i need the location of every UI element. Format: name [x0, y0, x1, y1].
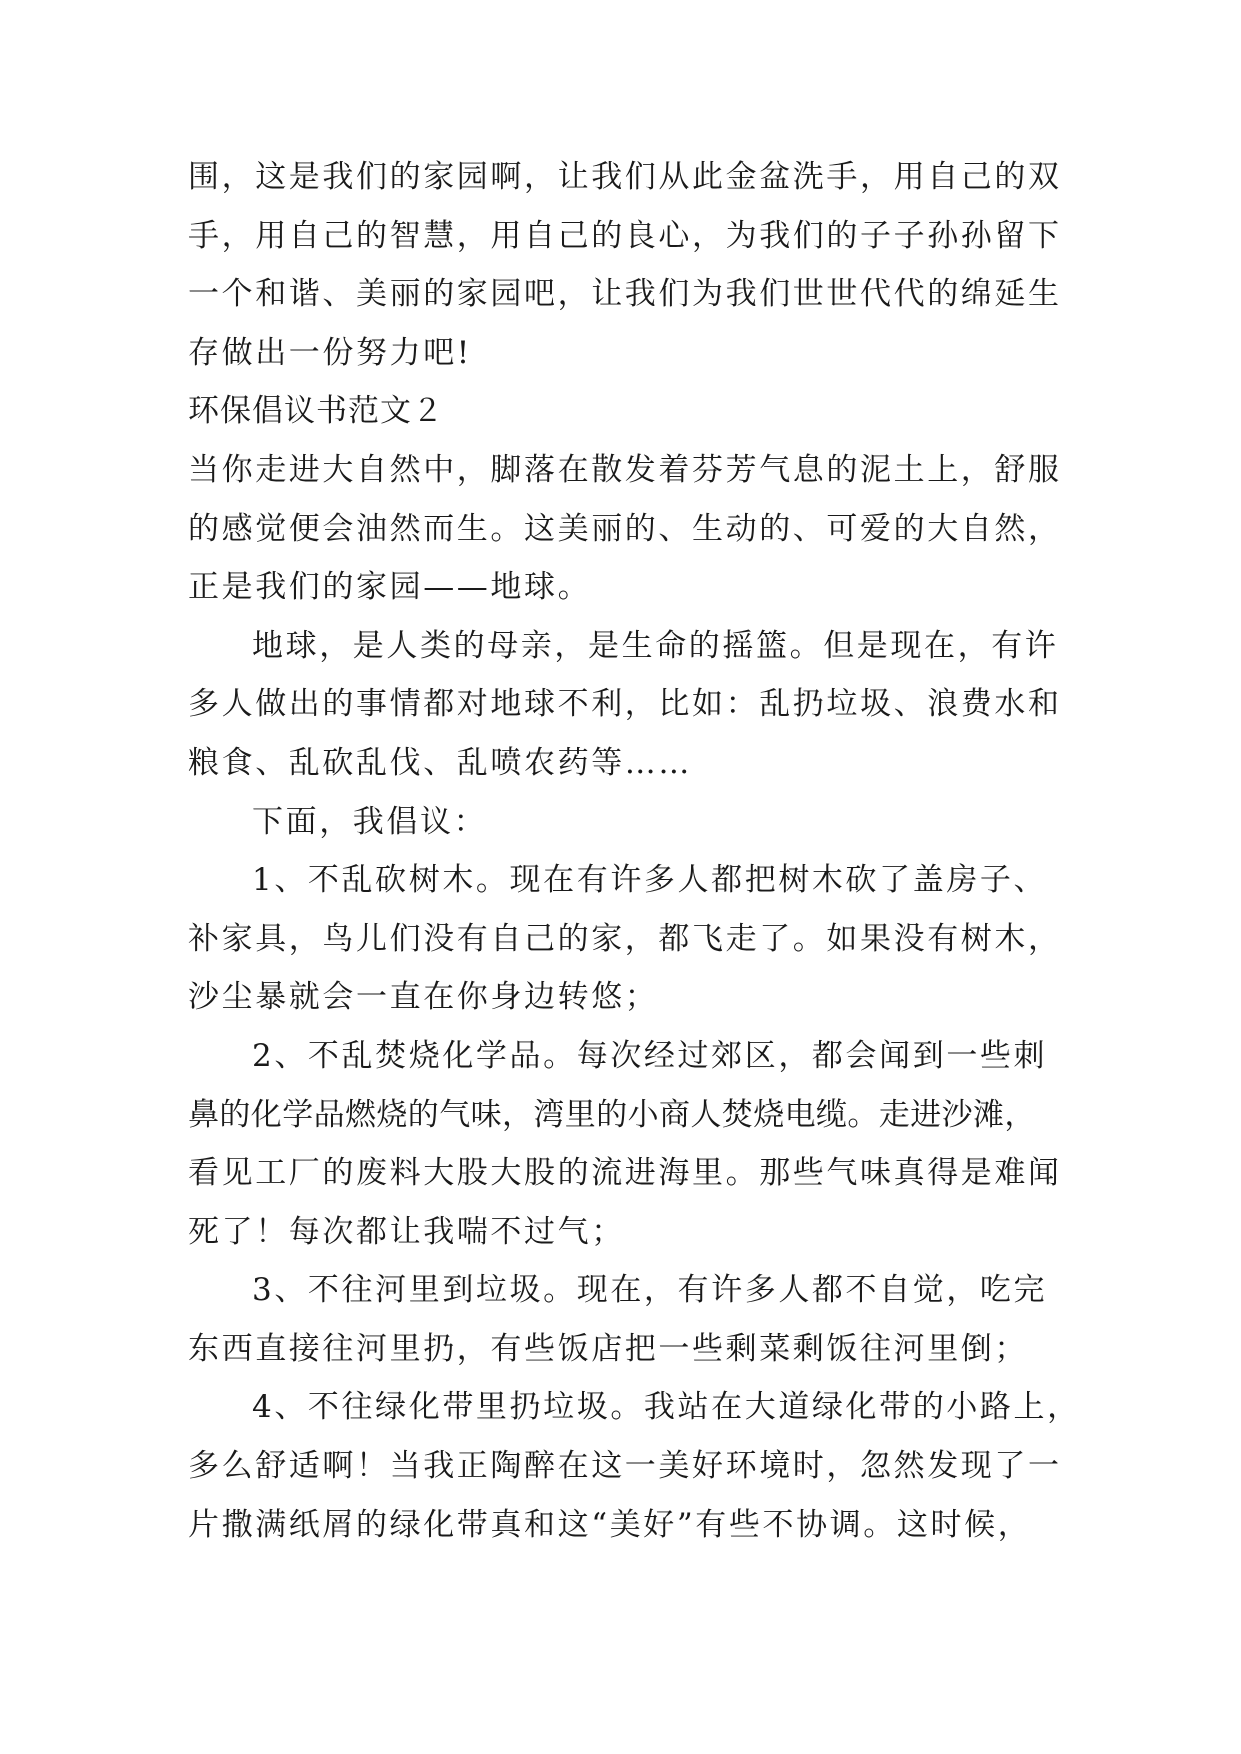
text-line: 补家具，鸟儿们没有自己的家，都飞走了。如果没有树木，	[188, 920, 1062, 957]
document-body	[188, 148, 1081, 1554]
text-line: 一个和谐、美丽的家园吧，让我们为我们世世代代的绵延生	[188, 276, 1062, 313]
text-line: 当你走进大自然中，脚落在散发着芬芳气息的泥土上，舒服	[188, 451, 1062, 488]
paragraph-first-line: 下面，我倡议：	[252, 803, 488, 840]
text-line: 手，用自己的智慧，用自己的良心，为我们的子子孙孙留下	[188, 217, 1062, 254]
text-line: 正是我们的家园——地球。	[188, 569, 592, 606]
text-line: 鼻的化学品燃烧的气味，湾里的小商人焚烧电缆。走进沙滩，	[188, 1096, 1036, 1133]
text-line: 多么舒适啊！当我正陶醉在这一美好环境时，忽然发现了一	[188, 1448, 1062, 1485]
section-heading: 环保倡议书范文２	[188, 393, 444, 430]
text-line: 围，这是我们的家园啊，让我们从此金盆洗手，用自己的双	[188, 159, 1062, 195]
text-line: 存做出一份努力吧!	[188, 334, 472, 371]
text-line: 片撒满纸屑的绿化带真和这“美好”有些不协调。这时候，	[188, 1506, 1032, 1543]
paragraph-first-line: 地球，是人类的母亲，是生命的摇篮。但是现在，有许	[252, 627, 1059, 664]
text-line: 死了！每次都让我喘不过气；	[188, 1213, 625, 1250]
list-item-first-line: 4、不往绿化带里扔垃圾。我站在大道绿化带的小路上，	[252, 1389, 1081, 1426]
text-line: 看见工厂的废料大股大股的流进海里。那些气味真得是难闻	[188, 1155, 1062, 1192]
text-line: 多人做出的事情都对地球不利，比如：乱扔垃圾、浪费水和	[188, 686, 1062, 723]
text-line: 粮食、乱砍乱伐、乱喷农药等……	[188, 744, 692, 781]
text-line: 东西直接往河里扔，有些饭店把一些剩菜剩饭往河里倒；	[188, 1330, 1028, 1367]
text-line: 的感觉便会油然而生。这美丽的、生动的、可爱的大自然，	[188, 510, 1062, 547]
text-line: 沙尘暴就会一直在你身边转悠；	[188, 979, 659, 1016]
list-item-first-line: 1、不乱砍树木。现在有许多人都把树木砍了盖房子、	[252, 862, 1048, 899]
list-item-first-line: 3、不往河里到垃圾。现在，有许多人都不自觉，吃完	[252, 1272, 1048, 1309]
list-item-first-line: 2、不乱焚烧化学品。每次经过郊区，都会闻到一些刺	[252, 1037, 1048, 1074]
